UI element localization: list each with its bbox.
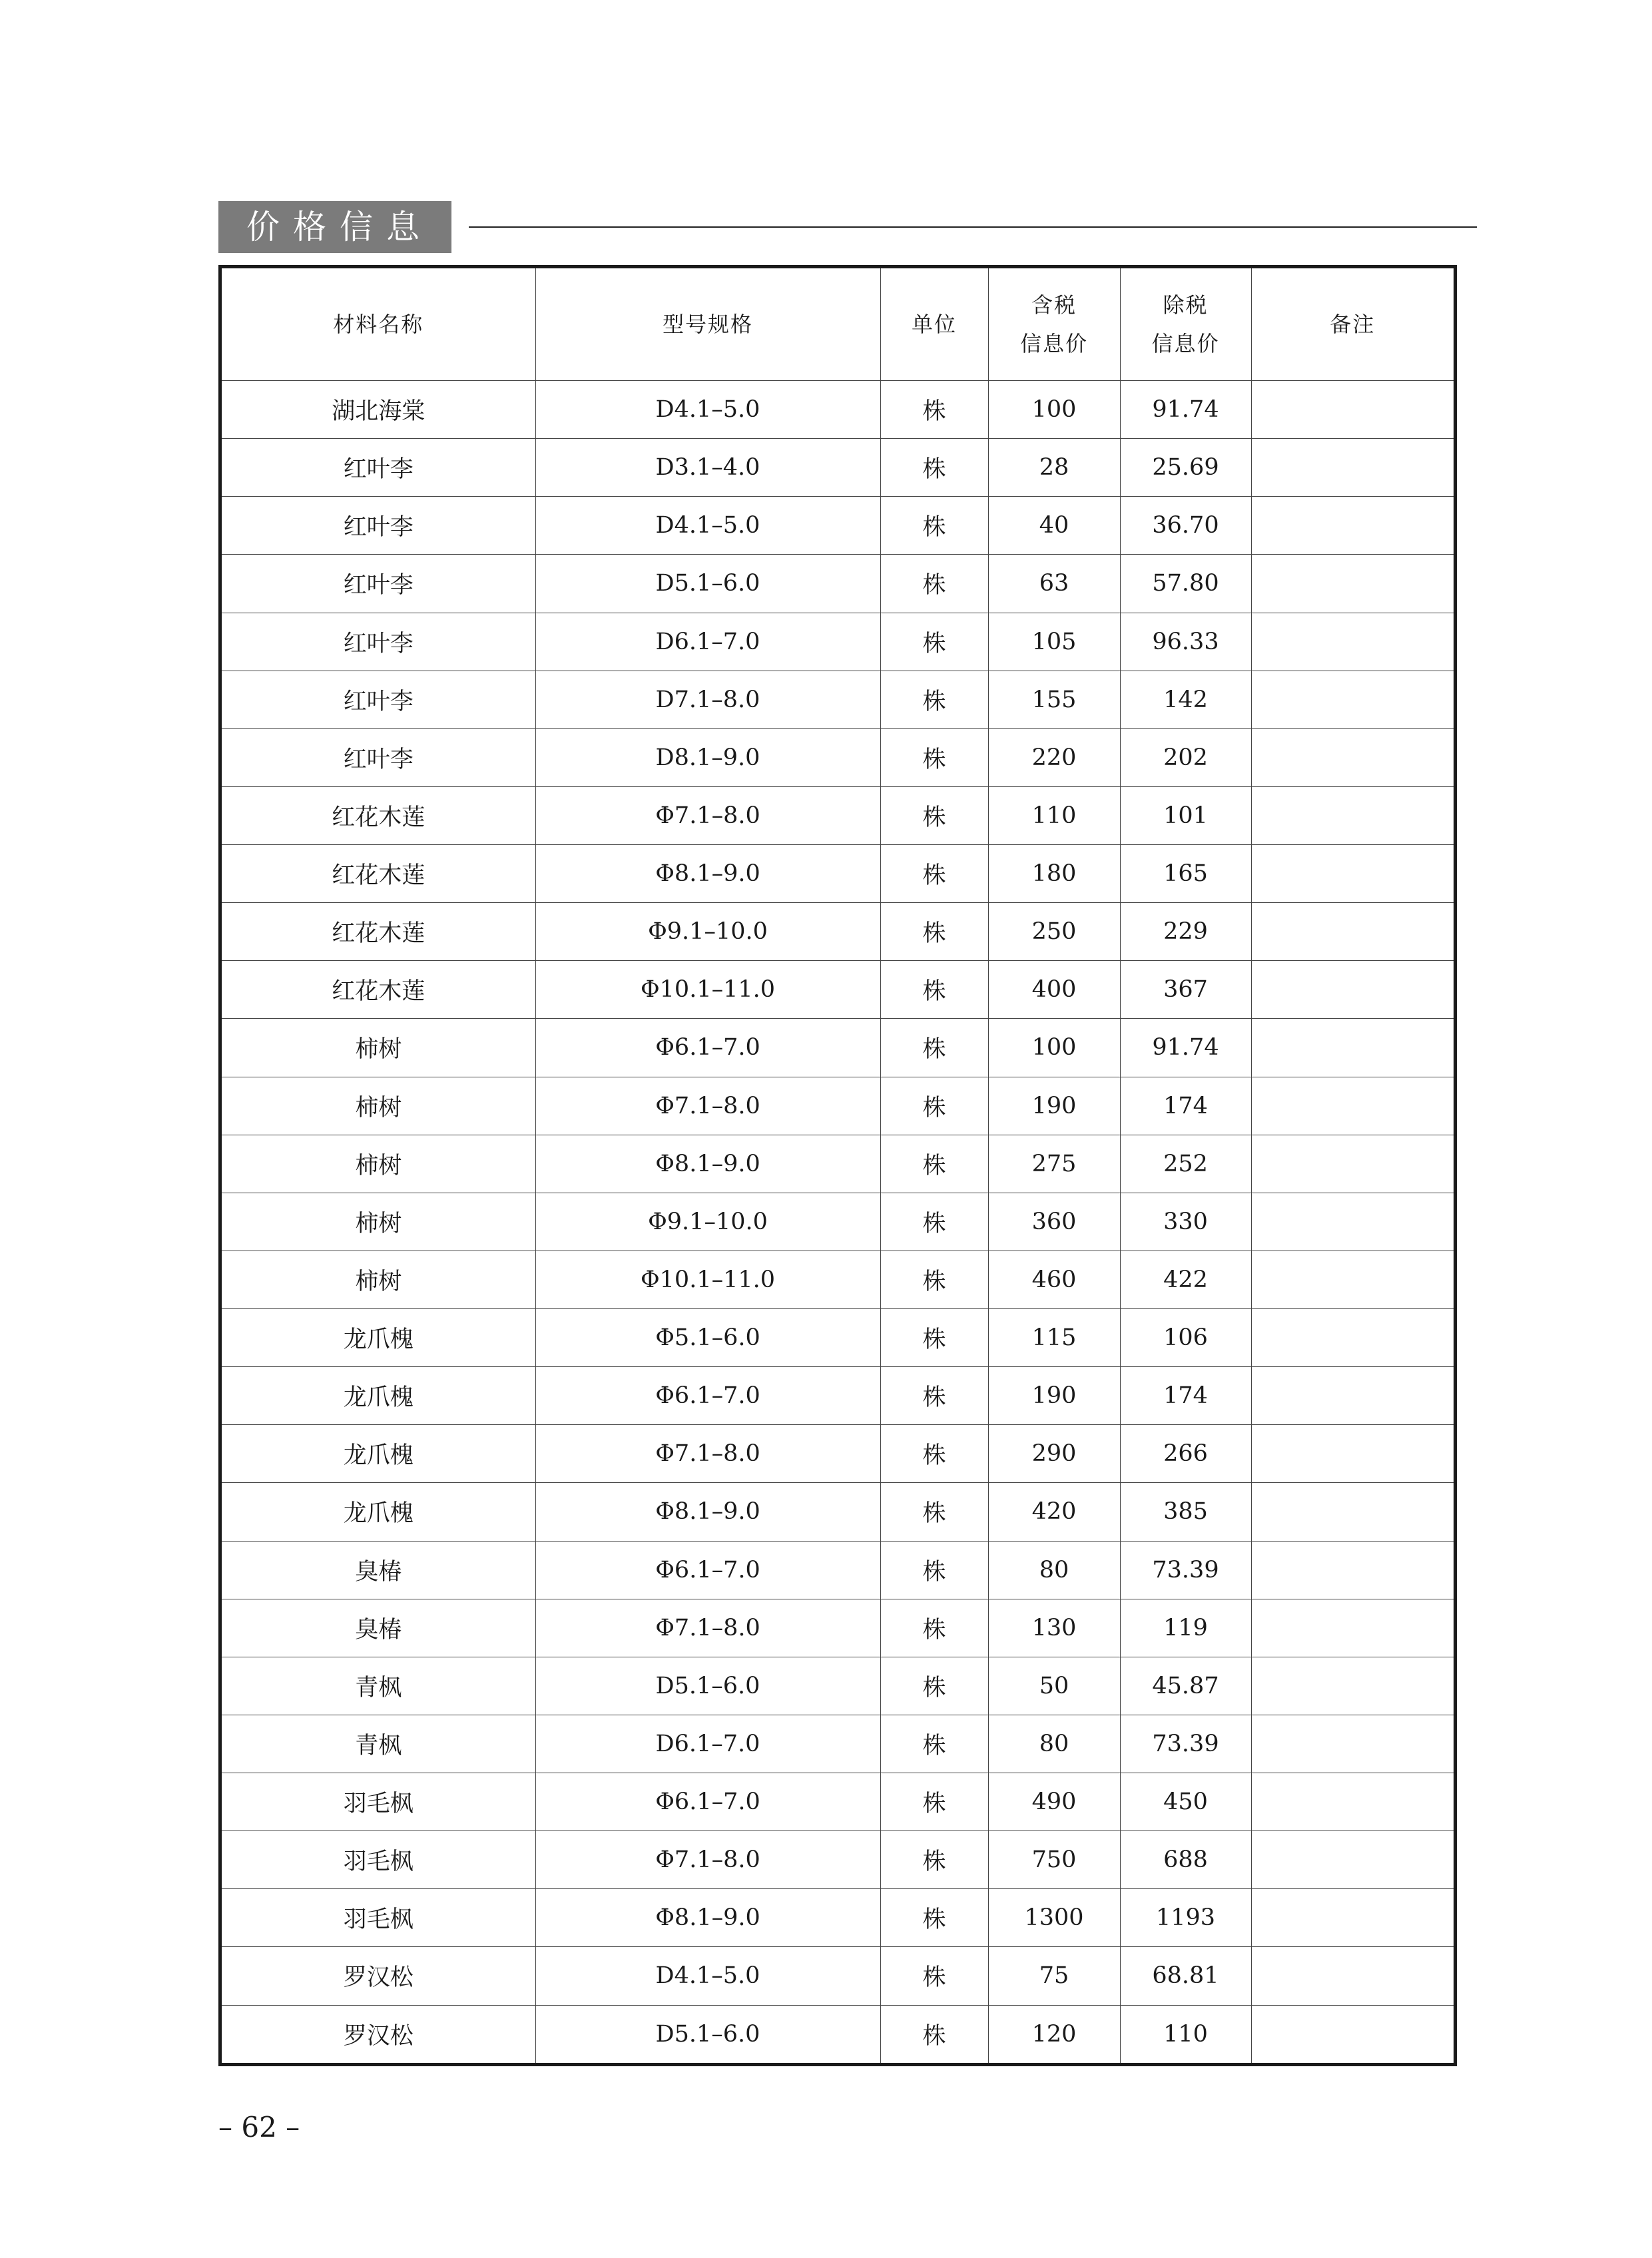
table-row [222, 903, 1454, 961]
cell-unit: 株 [880, 1541, 988, 1599]
cell-note [1251, 1773, 1454, 1831]
cell-material-name: 青枫 [222, 1657, 535, 1715]
cell-material-name: 龙爪槐 [222, 1309, 535, 1367]
header-spec: 型号规格 [535, 268, 880, 381]
cell-material-name: 柿树 [222, 1251, 535, 1308]
cell-material-name: 红叶李 [222, 728, 535, 786]
cell-note [1251, 1193, 1454, 1251]
table-row [222, 439, 1454, 497]
cell-note [1251, 1309, 1454, 1367]
header-note: 备注 [1251, 268, 1454, 381]
cell-spec: D6.1–7.0 [535, 613, 880, 671]
cell-material-name: 湖北海棠 [222, 381, 535, 439]
section-title: 价格信息 [218, 201, 451, 253]
cell-note [1251, 728, 1454, 786]
cell-price-without-tax: 367 [1120, 961, 1251, 1019]
cell-unit: 株 [880, 613, 988, 671]
cell-spec: D8.1–9.0 [535, 728, 880, 786]
cell-material-name: 柿树 [222, 1193, 535, 1251]
cell-price-without-tax: 25.69 [1120, 439, 1251, 497]
cell-spec: D5.1–6.0 [535, 2005, 880, 2063]
cell-price-with-tax: 115 [988, 1309, 1120, 1367]
cell-material-name: 红叶李 [222, 613, 535, 671]
cell-note [1251, 555, 1454, 613]
cell-price-with-tax: 420 [988, 1483, 1120, 1541]
cell-note [1251, 381, 1454, 439]
cell-unit: 株 [880, 961, 988, 1019]
cell-material-name: 羽毛枫 [222, 1773, 535, 1831]
cell-spec: Φ6.1–7.0 [535, 1541, 880, 1599]
cell-material-name: 红叶李 [222, 671, 535, 728]
cell-unit: 株 [880, 1077, 988, 1135]
table-row [222, 613, 1454, 671]
cell-unit: 株 [880, 1947, 988, 2005]
cell-price-with-tax: 28 [988, 439, 1120, 497]
cell-price-with-tax: 75 [988, 1947, 1120, 2005]
cell-note [1251, 786, 1454, 844]
cell-note [1251, 1425, 1454, 1483]
cell-spec: Φ9.1–10.0 [535, 1193, 880, 1251]
cell-spec: Φ6.1–7.0 [535, 1367, 880, 1425]
cell-spec: Φ7.1–8.0 [535, 1077, 880, 1135]
cell-price-with-tax: 155 [988, 671, 1120, 728]
cell-spec: D7.1–8.0 [535, 671, 880, 728]
cell-price-without-tax: 165 [1120, 845, 1251, 903]
cell-unit: 株 [880, 555, 988, 613]
cell-unit: 株 [880, 786, 988, 844]
cell-unit: 株 [880, 1599, 988, 1657]
cell-unit: 株 [880, 1425, 988, 1483]
cell-spec: Φ7.1–8.0 [535, 786, 880, 844]
cell-price-with-tax: 63 [988, 555, 1120, 613]
cell-price-without-tax: 96.33 [1120, 613, 1251, 671]
cell-price-without-tax: 91.74 [1120, 1019, 1251, 1077]
cell-spec: Φ8.1–9.0 [535, 1135, 880, 1193]
cell-price-without-tax: 252 [1120, 1135, 1251, 1193]
cell-material-name: 红叶李 [222, 439, 535, 497]
cell-spec: Φ8.1–9.0 [535, 845, 880, 903]
cell-price-without-tax: 1193 [1120, 1889, 1251, 1947]
cell-price-with-tax: 130 [988, 1599, 1120, 1657]
cell-price-with-tax: 275 [988, 1135, 1120, 1193]
cell-spec: D5.1–6.0 [535, 555, 880, 613]
cell-spec: Φ7.1–8.0 [535, 1599, 880, 1657]
cell-unit: 株 [880, 1831, 988, 1889]
cell-price-with-tax: 120 [988, 2005, 1120, 2063]
header-price-without-tax-line1: 除税 [1163, 292, 1209, 318]
cell-price-without-tax: 229 [1120, 903, 1251, 961]
section-divider [469, 226, 1477, 228]
header-material-name: 材料名称 [222, 268, 535, 381]
cell-unit: 株 [880, 1657, 988, 1715]
table-row [222, 1077, 1454, 1135]
table-row [222, 671, 1454, 728]
cell-price-with-tax: 105 [988, 613, 1120, 671]
cell-price-without-tax: 174 [1120, 1367, 1251, 1425]
cell-price-without-tax: 73.39 [1120, 1715, 1251, 1773]
cell-unit: 株 [880, 1773, 988, 1831]
table-row [222, 786, 1454, 844]
cell-unit: 株 [880, 1019, 988, 1077]
table-row [222, 497, 1454, 555]
cell-material-name: 柿树 [222, 1019, 535, 1077]
cell-note [1251, 2005, 1454, 2063]
cell-material-name: 红叶李 [222, 497, 535, 555]
cell-spec: Φ9.1–10.0 [535, 903, 880, 961]
cell-material-name: 柿树 [222, 1135, 535, 1193]
cell-note [1251, 845, 1454, 903]
cell-price-with-tax: 400 [988, 961, 1120, 1019]
cell-price-with-tax: 750 [988, 1831, 1120, 1889]
cell-spec: D4.1–5.0 [535, 497, 880, 555]
cell-price-without-tax: 57.80 [1120, 555, 1251, 613]
cell-note [1251, 1135, 1454, 1193]
cell-note [1251, 671, 1454, 728]
cell-unit: 株 [880, 1135, 988, 1193]
cell-material-name: 罗汉松 [222, 1947, 535, 2005]
cell-spec: D6.1–7.0 [535, 1715, 880, 1773]
cell-spec: D3.1–4.0 [535, 439, 880, 497]
table-row [222, 1135, 1454, 1193]
cell-spec: Φ10.1–11.0 [535, 961, 880, 1019]
table-row [222, 845, 1454, 903]
header-unit: 单位 [880, 268, 988, 381]
cell-unit: 株 [880, 1251, 988, 1308]
cell-note [1251, 613, 1454, 671]
table-body [222, 381, 1454, 2064]
table-row [222, 1947, 1454, 2005]
table-header-row [222, 268, 1454, 381]
cell-material-name: 罗汉松 [222, 2005, 535, 2063]
cell-material-name: 龙爪槐 [222, 1483, 535, 1541]
cell-material-name: 红花木莲 [222, 903, 535, 961]
cell-note [1251, 1367, 1454, 1425]
cell-unit: 株 [880, 845, 988, 903]
cell-price-with-tax: 1300 [988, 1889, 1120, 1947]
cell-price-with-tax: 220 [988, 728, 1120, 786]
cell-unit: 株 [880, 497, 988, 555]
cell-price-without-tax: 91.74 [1120, 381, 1251, 439]
cell-note [1251, 1657, 1454, 1715]
cell-price-without-tax: 385 [1120, 1483, 1251, 1541]
price-table [222, 268, 1454, 2063]
cell-unit: 株 [880, 439, 988, 497]
cell-price-without-tax: 119 [1120, 1599, 1251, 1657]
cell-note [1251, 439, 1454, 497]
table-row [222, 555, 1454, 613]
cell-note [1251, 1019, 1454, 1077]
table-row [222, 1193, 1454, 1251]
cell-note [1251, 1889, 1454, 1947]
cell-material-name: 红花木莲 [222, 786, 535, 844]
cell-price-without-tax: 688 [1120, 1831, 1251, 1889]
cell-price-with-tax: 80 [988, 1541, 1120, 1599]
header-price-with-tax-line2: 信息价 [1019, 331, 1088, 356]
cell-price-without-tax: 73.39 [1120, 1541, 1251, 1599]
cell-note [1251, 1947, 1454, 2005]
table-row [222, 381, 1454, 439]
header-price-without-tax [1120, 268, 1251, 381]
cell-unit: 株 [880, 903, 988, 961]
cell-price-without-tax: 330 [1120, 1193, 1251, 1251]
cell-unit: 株 [880, 1367, 988, 1425]
cell-price-with-tax: 100 [988, 1019, 1120, 1077]
cell-price-with-tax: 490 [988, 1773, 1120, 1831]
cell-price-without-tax: 36.70 [1120, 497, 1251, 555]
table-row [222, 1657, 1454, 1715]
cell-spec: Φ8.1–9.0 [535, 1889, 880, 1947]
table-row [222, 1831, 1454, 1889]
table-row [222, 728, 1454, 786]
cell-price-with-tax: 360 [988, 1193, 1120, 1251]
cell-note [1251, 1599, 1454, 1657]
header-price-with-tax-line1: 含税 [1031, 292, 1077, 318]
cell-spec: Φ6.1–7.0 [535, 1019, 880, 1077]
cell-spec: D4.1–5.0 [535, 1947, 880, 2005]
cell-price-without-tax: 142 [1120, 671, 1251, 728]
cell-spec: Φ7.1–8.0 [535, 1425, 880, 1483]
cell-price-without-tax: 174 [1120, 1077, 1251, 1135]
cell-price-with-tax: 190 [988, 1367, 1120, 1425]
cell-price-with-tax: 180 [988, 845, 1120, 903]
cell-price-with-tax: 110 [988, 786, 1120, 844]
cell-price-without-tax: 101 [1120, 786, 1251, 844]
cell-note [1251, 961, 1454, 1019]
cell-note [1251, 497, 1454, 555]
table-row [222, 1773, 1454, 1831]
table-row [222, 1541, 1454, 1599]
table-row [222, 1309, 1454, 1367]
cell-price-without-tax: 68.81 [1120, 1947, 1251, 2005]
cell-material-name: 红叶李 [222, 555, 535, 613]
page-number: – 62 – [218, 2111, 300, 2143]
table-row [222, 2005, 1454, 2063]
cell-material-name: 红花木莲 [222, 961, 535, 1019]
cell-note [1251, 1715, 1454, 1773]
cell-price-with-tax: 50 [988, 1657, 1120, 1715]
cell-unit: 株 [880, 381, 988, 439]
cell-price-without-tax: 266 [1120, 1425, 1251, 1483]
cell-material-name: 柿树 [222, 1077, 535, 1135]
cell-note [1251, 1831, 1454, 1889]
table-row [222, 1889, 1454, 1947]
cell-note [1251, 1541, 1454, 1599]
cell-note [1251, 1483, 1454, 1541]
cell-material-name: 臭椿 [222, 1541, 535, 1599]
cell-price-with-tax: 290 [988, 1425, 1120, 1483]
cell-price-with-tax: 250 [988, 903, 1120, 961]
cell-price-without-tax: 45.87 [1120, 1657, 1251, 1715]
cell-note [1251, 1251, 1454, 1308]
table-row [222, 1367, 1454, 1425]
cell-spec: Φ5.1–6.0 [535, 1309, 880, 1367]
cell-note [1251, 903, 1454, 961]
cell-unit: 株 [880, 671, 988, 728]
price-table-frame [218, 265, 1457, 2066]
table-row [222, 1599, 1454, 1657]
table-row [222, 1425, 1454, 1483]
cell-price-with-tax: 190 [988, 1077, 1120, 1135]
cell-spec: Φ7.1–8.0 [535, 1831, 880, 1889]
cell-unit: 株 [880, 728, 988, 786]
cell-material-name: 羽毛枫 [222, 1831, 535, 1889]
header-price-with-tax [988, 268, 1120, 381]
cell-material-name: 臭椿 [222, 1599, 535, 1657]
table-row [222, 1715, 1454, 1773]
cell-unit: 株 [880, 2005, 988, 2063]
table-row [222, 1483, 1454, 1541]
cell-material-name: 龙爪槐 [222, 1367, 535, 1425]
cell-material-name: 羽毛枫 [222, 1889, 535, 1947]
cell-material-name: 红花木莲 [222, 845, 535, 903]
cell-unit: 株 [880, 1889, 988, 1947]
cell-price-without-tax: 450 [1120, 1773, 1251, 1831]
cell-material-name: 青枫 [222, 1715, 535, 1773]
cell-unit: 株 [880, 1715, 988, 1773]
cell-spec: D4.1–5.0 [535, 381, 880, 439]
cell-price-with-tax: 100 [988, 381, 1120, 439]
cell-spec: Φ6.1–7.0 [535, 1773, 880, 1831]
cell-spec: Φ8.1–9.0 [535, 1483, 880, 1541]
cell-price-with-tax: 40 [988, 497, 1120, 555]
cell-price-without-tax: 422 [1120, 1251, 1251, 1308]
cell-material-name: 龙爪槐 [222, 1425, 535, 1483]
header-price-without-tax-line2: 信息价 [1151, 331, 1220, 356]
cell-unit: 株 [880, 1193, 988, 1251]
table-row [222, 1251, 1454, 1308]
cell-spec: D5.1–6.0 [535, 1657, 880, 1715]
section-header [218, 201, 1477, 253]
cell-price-without-tax: 110 [1120, 2005, 1251, 2063]
table-row [222, 961, 1454, 1019]
cell-spec: Φ10.1–11.0 [535, 1251, 880, 1308]
cell-price-with-tax: 460 [988, 1251, 1120, 1308]
cell-unit: 株 [880, 1483, 988, 1541]
cell-price-without-tax: 106 [1120, 1309, 1251, 1367]
cell-unit: 株 [880, 1309, 988, 1367]
table-row [222, 1019, 1454, 1077]
cell-price-without-tax: 202 [1120, 728, 1251, 786]
cell-note [1251, 1077, 1454, 1135]
cell-price-with-tax: 80 [988, 1715, 1120, 1773]
